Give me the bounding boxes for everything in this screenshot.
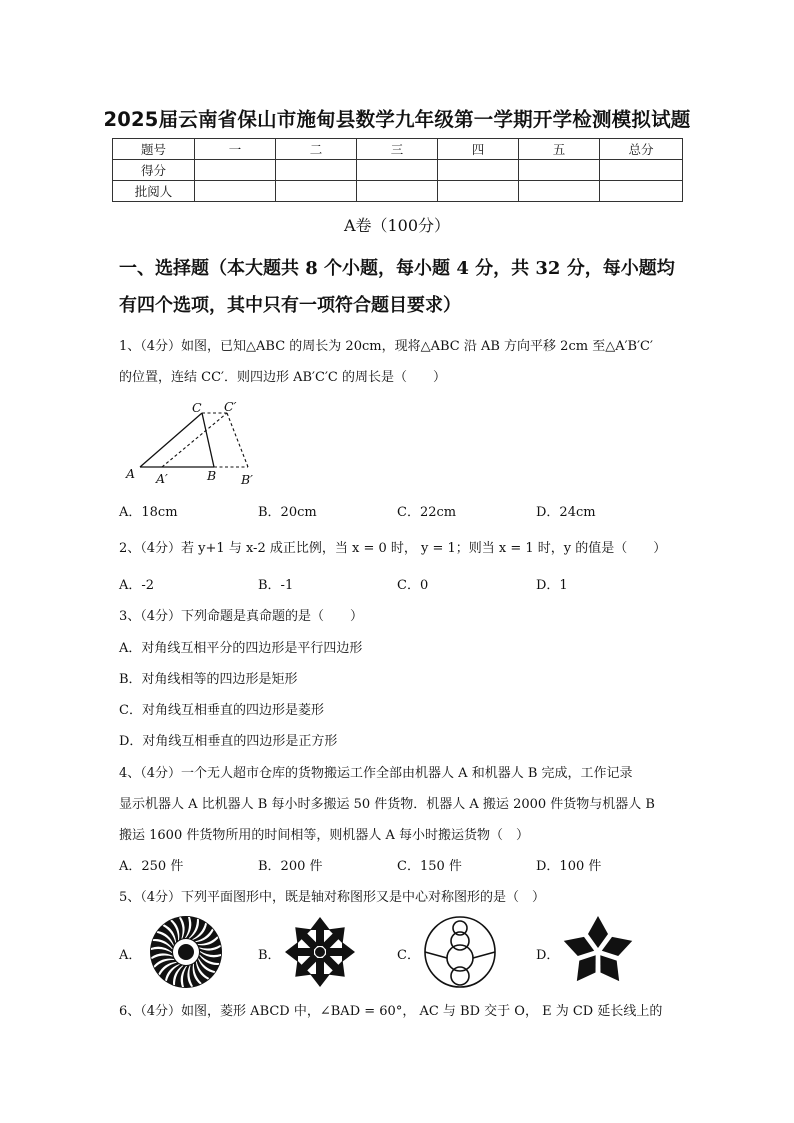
q4-option-d: D．100 件 xyxy=(536,859,602,874)
spiral-disc-icon xyxy=(148,914,224,990)
score-table-header-cell: 五 xyxy=(519,139,600,160)
score-table-cell xyxy=(519,181,600,202)
score-table-cell xyxy=(438,181,519,202)
q4-stem-line3: 搬运 1600 件货物所用的时间相等，则机器人 A 每小时搬运货物（ ） xyxy=(119,828,530,843)
q2-option-c: C．0 xyxy=(397,578,429,593)
q4-stem-line2: 显示机器人 A 比机器人 B 每小时多搬运 50 件货物．机器人 A 搬运 2000 件货物与机器人 B xyxy=(119,797,655,812)
part1-heading-line2: 有四个选项，其中只有一项符合题目要求） xyxy=(119,295,461,316)
part1-heading-line1: 一、选择题（本大题共 8 个小题，每小题 4 分，共 32 分，每小题均 xyxy=(119,258,675,279)
q3-stem: 3、（4分）下列命题是真命题的是（ ） xyxy=(119,609,364,624)
q5-option-b-label: B． xyxy=(258,948,281,963)
q4-option-c: C．150 件 xyxy=(397,859,462,874)
q1-option-a: A．18cm xyxy=(119,505,178,520)
score-table-cell xyxy=(600,181,683,202)
q1-stem-line2: 的位置，连结 CC′．则四边形 AB′C′C 的周长是（ ） xyxy=(119,370,446,385)
score-table-cell xyxy=(519,160,600,181)
q4-option-b: B．200 件 xyxy=(258,859,323,874)
label-b: B xyxy=(207,468,217,483)
label-c: C xyxy=(192,400,202,415)
exam-title: 2025届云南省保山市施甸县数学九年级第一学期开学检测模拟试题 xyxy=(103,108,691,131)
score-table-cell xyxy=(276,181,357,202)
circles-medallion-icon xyxy=(422,914,498,990)
q2-option-a: A．-2 xyxy=(119,578,155,593)
segment-cb xyxy=(202,413,214,467)
q1-option-b: B．20cm xyxy=(258,505,317,520)
q2-option-d: D．1 xyxy=(536,578,568,593)
section-a-heading: A卷（100分） xyxy=(343,216,451,235)
score-table-cell xyxy=(438,160,519,181)
score-table-cell xyxy=(276,160,357,181)
q1-translation-figure xyxy=(118,396,268,492)
score-table-header-cell: 总分 xyxy=(600,139,683,160)
score-table-cell xyxy=(195,160,276,181)
score-table-cell xyxy=(195,181,276,202)
label-a: A xyxy=(126,466,136,481)
q5-stem: 5、（4分）下列平面图形中，既是轴对称图形又是中心对称图形的是（ ） xyxy=(119,890,546,905)
label-b-prime: B′ xyxy=(241,472,254,487)
arrow-asterisk-icon xyxy=(284,916,356,988)
q1-stem-line1: 1、（4分）如图，已知△ABC 的周长为 20cm，现将△ABC 沿 AB 方向平移 2cm 至△A′B′C′ xyxy=(119,339,653,354)
q5-option-d-label: D． xyxy=(536,948,560,963)
q5-option-c-label: C． xyxy=(397,948,420,963)
q1-option-d: D．24cm xyxy=(536,505,596,520)
score-table-header-cell: 一 xyxy=(195,139,276,160)
score-table-header-cell: 题号 xyxy=(113,139,195,160)
label-c-prime: C′ xyxy=(224,399,237,414)
q4-option-a: A．250 件 xyxy=(119,859,184,874)
score-table-row-label: 批阅人 xyxy=(113,181,195,202)
label-a-prime: A′ xyxy=(156,471,168,486)
score-table-cell xyxy=(600,160,683,181)
q2-option-b: B．-1 xyxy=(258,578,294,593)
score-table xyxy=(112,138,683,202)
q1-option-c: C．22cm xyxy=(397,505,457,520)
q3-option-b: B．对角线相等的四边形是矩形 xyxy=(119,672,298,687)
q5-option-a-label: A． xyxy=(119,948,142,963)
score-table-header-cell: 二 xyxy=(276,139,357,160)
score-table-header-cell: 三 xyxy=(357,139,438,160)
score-table-header-cell: 四 xyxy=(438,139,519,160)
q3-option-d: D．对角线互相垂直的四边形是正方形 xyxy=(119,734,338,749)
five-rhombus-star-icon xyxy=(561,914,635,986)
segment-c2b2 xyxy=(227,413,248,467)
score-table-cell xyxy=(357,181,438,202)
score-table-row xyxy=(113,181,683,202)
q2-stem: 2、（4分）若 y+1 与 x-2 成正比例，当 x = 0 时， y = 1；则当 x = 1 时，y 的值是（ ） xyxy=(119,541,667,556)
score-table-header-row xyxy=(113,139,683,160)
score-table-row xyxy=(113,160,683,181)
q4-stem-line1: 4、（4分）一个无人超市仓库的货物搬运工作全部由机器人 A 和机器人 B 完成，工作记录 xyxy=(119,766,633,781)
q6-stem-line1: 6、（4分）如图，菱形 ABCD 中，∠BAD = 60°， AC 与 BD 交于 O， E 为 CD 延长线上的 xyxy=(119,1004,663,1019)
score-table-cell xyxy=(357,160,438,181)
q3-option-a: A．对角线互相平分的四边形是平行四边形 xyxy=(119,641,363,656)
score-table-row-label: 得分 xyxy=(113,160,195,181)
q3-option-c: C．对角线互相垂直的四边形是菱形 xyxy=(119,703,324,718)
